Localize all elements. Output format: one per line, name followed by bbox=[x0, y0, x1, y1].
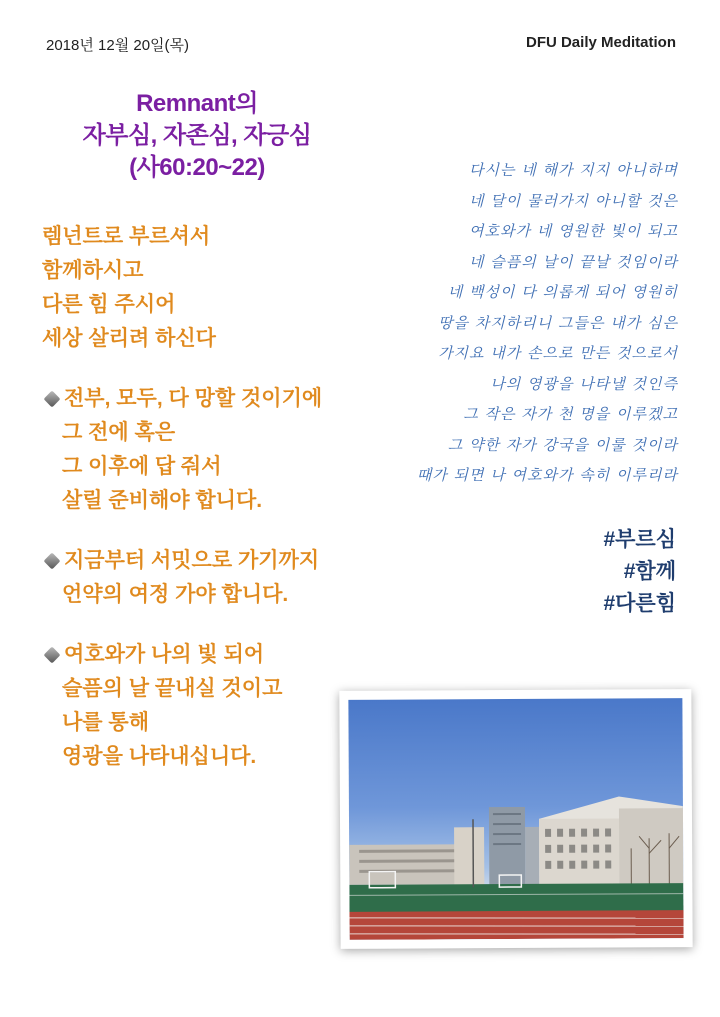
title-line: 자부심, 자존심, 자긍심 bbox=[82, 122, 312, 149]
title-line: (사60:20~22) bbox=[129, 154, 265, 181]
title-line: Remnant의 bbox=[136, 90, 258, 117]
point-line: 그 전에 혹은 bbox=[62, 421, 176, 444]
point-line: 여호와가 나의 빛 되어 bbox=[64, 643, 265, 666]
verse-line: 네 달이 물러가지 아니할 것은 bbox=[469, 191, 678, 210]
intro-line: 세상 살리려 하신다 bbox=[42, 327, 216, 350]
campus-scene bbox=[348, 698, 683, 940]
verse-line: 네 슬픔의 날이 끝날 것임이라 bbox=[469, 252, 678, 271]
point-line: 지금부터 서밋으로 가기까지 bbox=[64, 549, 320, 572]
point-line: 나를 통해 bbox=[62, 711, 149, 734]
point-list bbox=[44, 382, 322, 800]
intro-text bbox=[42, 220, 216, 356]
verse-line: 때가 되면 나 여호와가 속히 이루리라 bbox=[416, 466, 678, 484]
verse-line: 그 작은 자가 천 명을 이루겠고 bbox=[463, 405, 678, 423]
point-item bbox=[44, 638, 322, 774]
verse-line: 가지요 내가 손으로 만든 것으로서 bbox=[438, 344, 678, 362]
brand-title: DFU Daily Meditation bbox=[525, 34, 676, 51]
hashtag[interactable]: #함께 bbox=[623, 560, 676, 583]
verse-line: 다시는 네 해가 지지 아니하며 bbox=[469, 161, 678, 179]
diamond-bullet-icon bbox=[44, 391, 61, 408]
hashtag[interactable]: #부르심 bbox=[603, 528, 676, 551]
point-item bbox=[44, 382, 322, 518]
hashtag-list bbox=[603, 524, 676, 620]
date: 2018년 12월 20일(목) bbox=[46, 37, 190, 54]
campus-photo bbox=[348, 698, 683, 940]
verse-line: 네 백성이 다 의롭게 되어 영원히 bbox=[447, 283, 678, 301]
point-line: 언약의 여정 가야 합니다. bbox=[62, 583, 289, 606]
point-line: 영광을 나타내십니다. bbox=[62, 745, 257, 768]
diamond-bullet-icon bbox=[44, 553, 61, 570]
meditation-title bbox=[62, 88, 332, 184]
photo-frame bbox=[339, 689, 692, 949]
verse-line: 그 약한 자가 강국을 이룰 것이라 bbox=[447, 435, 678, 454]
intro-line: 다른 힘 주시어 bbox=[42, 293, 176, 316]
diamond-bullet-icon bbox=[44, 647, 61, 664]
scripture-verse bbox=[338, 155, 678, 491]
hashtag[interactable]: #다른힘 bbox=[603, 592, 676, 615]
point-line: 슬픔의 날 끝내실 것이고 bbox=[62, 677, 283, 700]
verse-line: 여호와가 네 영원한 빛이 되고 bbox=[469, 222, 678, 240]
intro-line: 함께하시고 bbox=[42, 259, 144, 282]
intro-line: 렘넌트로 부르셔서 bbox=[42, 225, 211, 248]
point-line: 그 이후에 답 줘서 bbox=[62, 455, 222, 478]
verse-line: 땅을 차지하리니 그들은 내가 심은 bbox=[438, 313, 678, 332]
point-line: 전부, 모두, 다 망할 것이기에 bbox=[64, 387, 323, 410]
point-item bbox=[44, 544, 322, 612]
point-line: 살릴 준비해야 합니다. bbox=[62, 489, 263, 512]
verse-line: 나의 영광을 나타낼 것인즉 bbox=[490, 374, 678, 393]
